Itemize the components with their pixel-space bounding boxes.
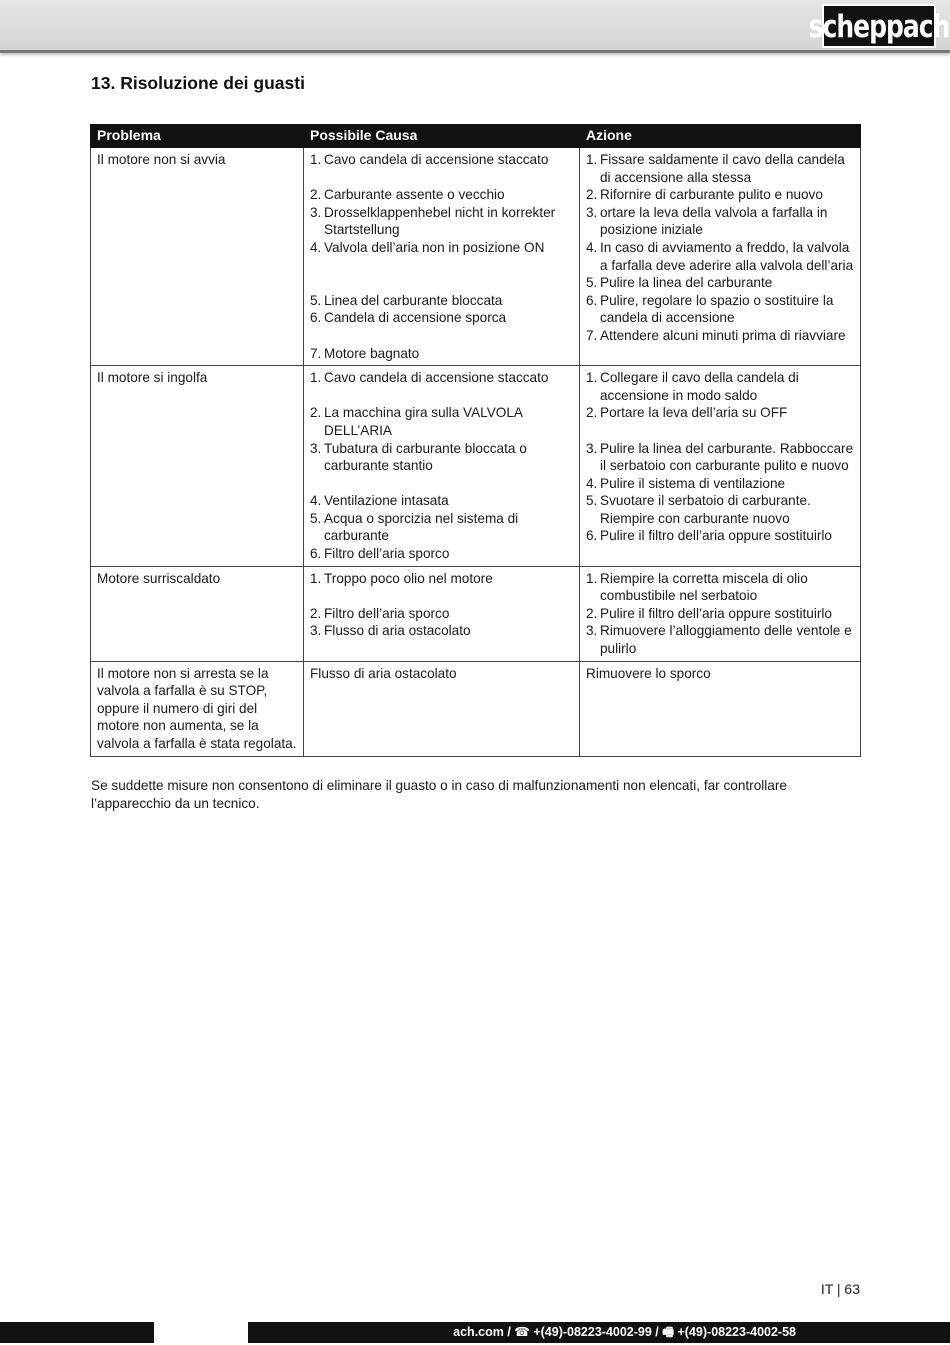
action-cell: [580, 566, 861, 661]
list-item: 2. Carburante assente o vecchio: [310, 187, 505, 203]
list-item: 1. Troppo poco olio nel motore: [310, 570, 493, 586]
list-item: 5. Linea del carburante bloccata: [310, 292, 503, 308]
troubleshooting-table: [90, 124, 861, 757]
list-item: 4. Ventilazione intasata: [310, 493, 449, 509]
header-problem: Problema: [91, 125, 304, 148]
footer-bar: [0, 1322, 950, 1343]
action-cell: [580, 366, 861, 567]
action-list: [586, 151, 854, 345]
action-list: [586, 369, 854, 545]
action-list: [586, 570, 854, 658]
table-row: [91, 661, 861, 756]
list-item: 3. ortare la leva della valvola a farfalla in posizione iniziale: [586, 204, 828, 238]
footnote: Se suddette misure non consentono di eliminare il guasto o in caso di malfunzionamenti non elencati, far controllare l’apparecchio da un tecnico.: [91, 778, 787, 811]
footer-contact: ach.com / ☎ +(49)-08223-4002-99 / 🖷 +(49)-08223-4002-58: [453, 1325, 796, 1339]
header-bar: [0, 0, 950, 53]
list-item: 5. Svuotare il serbatoio di carburante. Riempire con carburante nuovo: [586, 493, 811, 526]
section-title: 13. Risoluzione dei guasti: [91, 73, 305, 93]
problem-cell: Il motore non si arresta se la valvola a farfalla è su STOP, oppure il numero di giri del motore non aumenta, se la valvola a farfalla è stata regolata.: [91, 661, 304, 756]
list-item: 6. Candela di accensione sporca: [310, 310, 507, 326]
list-item: 2. Filtro dell’aria sporco: [310, 605, 450, 621]
cause-cell: [304, 148, 580, 366]
page-number: IT | 63: [820, 1281, 860, 1297]
list-item: 4. Valvola dell’aria non in posizione ON: [310, 239, 545, 255]
list-item: 1. Cavo candela di accensione staccato: [310, 370, 549, 386]
list-item: 2. La macchina gira sulla VALVOLA DELL’ARIA: [310, 405, 523, 438]
list-item: 7. Attendere alcuni minuti prima di riavviare: [586, 327, 846, 343]
list-item: 6. Filtro dell’aria sporco: [310, 546, 450, 562]
cause-list: [310, 369, 573, 563]
problem-cell: Motore surriscaldato: [91, 566, 304, 661]
list-item: 3. Tubatura di carburante bloccata o carburante stantio: [310, 440, 527, 474]
list-item: 3. Drosselklappenhebel nicht in korrekter Startstellung: [310, 204, 556, 238]
list-item: 1. Fissare saldamente il cavo della candela di accensione alla stessa: [586, 152, 845, 185]
list-item: 5. Acqua o sporcizia nel sistema di carburante: [310, 510, 519, 544]
logo-text: scheppach: [808, 7, 950, 45]
scheppach-logo: [808, 4, 950, 48]
header-action: Azione: [580, 125, 861, 148]
table-row: [91, 566, 861, 661]
list-item: 3. Rimuovere l’alloggiamento delle ventole e pulirlo: [586, 623, 852, 657]
list-item: 4. In caso di avviamento a freddo, la valvola a farfalla deve aderire alla valvola dell’aria: [586, 239, 854, 273]
list-item: 6. Pulire il filtro dell’aria oppure sostituirlo: [586, 528, 832, 544]
cause-cell: [304, 366, 580, 567]
list-item: 4. Pulire il sistema di ventilazione: [586, 475, 786, 491]
list-item: 2. Portare la leva dell’aria su OFF: [586, 405, 788, 421]
list-item: 3. Pulire la linea del carburante. Rabboccare il serbatoio con carburante pulito e nuovo: [586, 440, 854, 474]
problem-cell: Il motore non si avvia: [91, 148, 304, 366]
list-item: 1. Collegare il cavo della candela di accensione in modo saldo: [586, 370, 799, 403]
table-row: [91, 366, 861, 567]
list-item: 1. Riempire la corretta miscela di olio combustibile nel serbatoio: [586, 570, 808, 604]
cause-cell: [304, 566, 580, 661]
table-header-row: [91, 125, 861, 148]
cause-list: [310, 570, 573, 640]
header-cause: Possibile Causa: [304, 125, 580, 148]
list-item: 2. Rifornire di carburante pulito e nuovo: [586, 187, 823, 203]
list-item: 2. Pulire il filtro dell’aria oppure sostituirlo: [586, 605, 832, 621]
list-item: 3. Flusso di aria ostacolato: [310, 623, 471, 639]
list-item: 7. Motore bagnato: [310, 345, 420, 361]
cause-cell: Flusso di aria ostacolato: [304, 661, 580, 756]
problem-cell: Il motore si ingolfa: [91, 366, 304, 567]
action-cell: [580, 148, 861, 366]
list-item: 6. Pulire, regolare lo spazio o sostituire la candela di accensione: [586, 292, 834, 326]
list-item: 1. Cavo candela di accensione staccato: [310, 152, 549, 167]
cause-list: [310, 151, 573, 362]
action-cell: Rimuovere lo sporco: [580, 661, 861, 756]
table-row: [91, 148, 861, 366]
list-item: 5. Pulire la linea del carburante: [586, 275, 773, 291]
